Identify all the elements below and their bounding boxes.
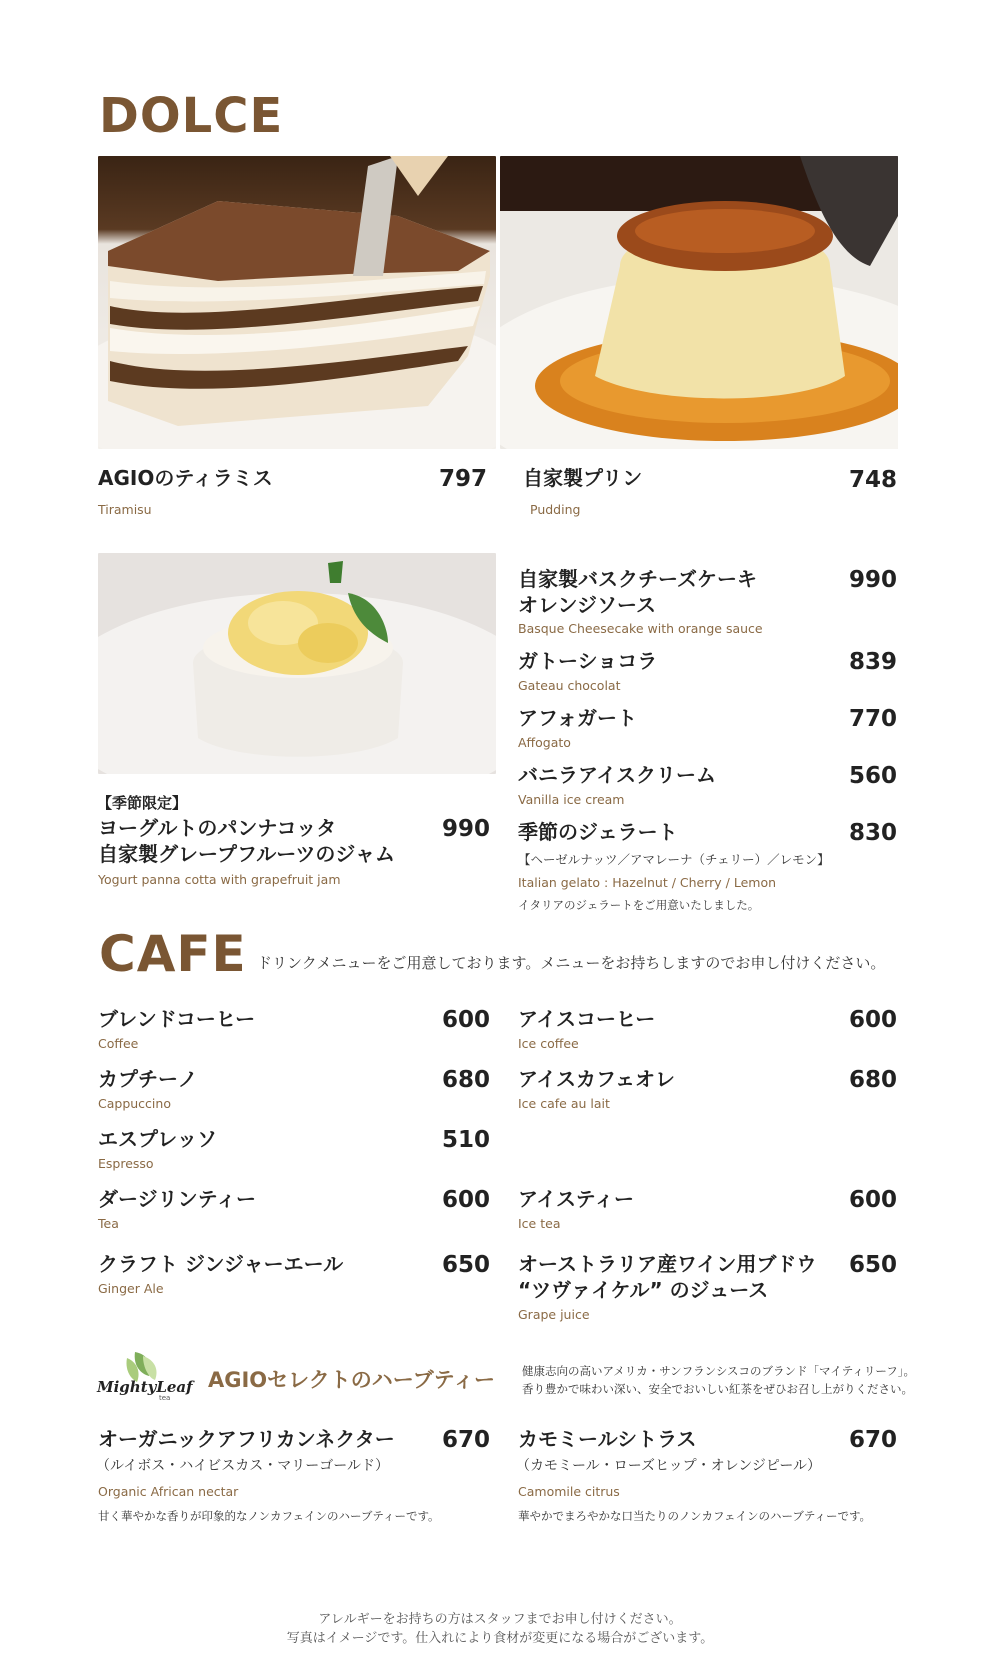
cafe-left-name: ダージリンティー	[98, 1187, 256, 1211]
vanilla-en: Vanilla ice cream	[518, 792, 625, 807]
cafe-left-name: エスプレッソ	[98, 1127, 217, 1151]
african-nectar-ingredients: （ルイボス・ハイビスカス・マリーゴールド）	[96, 1458, 390, 1474]
grape-price: 650	[848, 1252, 897, 1278]
basque-name-line2: オレンジソース	[518, 593, 656, 617]
pannacotta-price: 990	[441, 816, 490, 842]
cafe-left-en: Cappuccino	[98, 1096, 171, 1111]
cafe-left-price: 510	[441, 1127, 490, 1153]
vanilla-price: 560	[848, 763, 897, 789]
tiramisu-en: Tiramisu	[98, 502, 152, 517]
tiramisu-photo	[98, 156, 496, 449]
gelato-flavors: 【ヘーゼルナッツ／アマレーナ（チェリー）／レモン】	[518, 852, 830, 867]
gateau-en: Gateau chocolat	[518, 678, 621, 693]
cafe-left-en: Tea	[98, 1216, 119, 1231]
pannacotta-tag: 【季節限定】	[97, 794, 188, 812]
herbal-description-line1: 健康志向の高いアメリカ・サンフランシスコのブランド「マイティリーフ」。	[522, 1364, 916, 1378]
camomile-citrus-name: カモミールシトラス	[518, 1427, 697, 1451]
cafe-left-en: Espresso	[98, 1156, 154, 1171]
cafe-right-name: アイスティー	[518, 1187, 634, 1211]
basque-price: 990	[848, 567, 897, 593]
footer-photo-note: 写真はイメージです。仕入れにより食材が変更になる場合がございます。	[286, 1631, 714, 1646]
gelato-name: 季節のジェラート	[518, 820, 678, 844]
grape-en: Grape juice	[518, 1307, 590, 1322]
cafe-left-en: Coffee	[98, 1036, 139, 1051]
african-nectar-price: 670	[441, 1427, 490, 1453]
tiramisu-name: AGIOのティラミス	[98, 466, 273, 490]
pannacotta-photo	[98, 553, 496, 774]
cafe-left-price: 600	[441, 1007, 490, 1033]
gateau-price: 839	[848, 649, 897, 675]
cafe-left-price: 650	[441, 1252, 490, 1278]
affogato-en: Affogato	[518, 735, 571, 750]
mighty-leaf-logo	[97, 1350, 195, 1406]
footer-allergy-note: アレルギーをお持ちの方はスタッフまでお申し付けください。	[318, 1612, 682, 1627]
pudding-en: Pudding	[530, 502, 581, 517]
cafe-right-name: アイスコーヒー	[518, 1007, 656, 1031]
cafe-left-name: ブレンドコーヒー	[98, 1007, 256, 1031]
pannacotta-name-line2: 自家製グレープフルーツのジャム	[98, 842, 395, 866]
african-nectar-name: オーガニックアフリカンネクター	[98, 1427, 395, 1451]
affogato-price: 770	[848, 706, 897, 732]
cafe-section-title: CAFE	[99, 925, 247, 983]
cafe-left-price: 680	[441, 1067, 490, 1093]
cafe-right-en: Ice cafe au lait	[518, 1096, 610, 1111]
cafe-left-en: Ginger Ale	[98, 1281, 164, 1296]
camomile-citrus-en: Camomile citrus	[518, 1484, 620, 1499]
camomile-citrus-note: 華やかでまろやかな口当たりのノンカフェインのハーブティーです。	[518, 1509, 872, 1523]
basque-name-line1: 自家製バスクチーズケーキ	[518, 567, 757, 591]
pudding-price: 748	[848, 467, 897, 493]
mighty-leaf-logo-sub: tea	[159, 1394, 171, 1402]
gateau-name: ガトーショコラ	[518, 649, 658, 673]
cafe-right-en: Ice coffee	[518, 1036, 579, 1051]
basque-en: Basque Cheesecake with orange sauce	[518, 621, 763, 636]
dolce-section-title: DOLCE	[99, 88, 284, 144]
grape-name-line2: “ツヴァイケル” のジュース	[518, 1278, 769, 1302]
cafe-left-price: 600	[441, 1187, 490, 1213]
vanilla-name: バニラアイスクリーム	[518, 763, 716, 787]
herbal-section-title: AGIOセレクトのハーブティー	[208, 1368, 496, 1392]
cafe-right-price: 600	[848, 1007, 897, 1033]
african-nectar-note: 甘く華やかな香りが印象的なノンカフェインのハーブティーです。	[98, 1509, 440, 1523]
cafe-note: ドリンクメニューをご用意しております。メニューをお持ちしますのでお申し付けください。	[257, 954, 886, 972]
pudding-name: 自家製プリン	[523, 466, 643, 490]
pannacotta-en: Yogurt panna cotta with grapefruit jam	[98, 872, 341, 887]
cafe-right-en: Ice tea	[518, 1216, 561, 1231]
grape-name-line1: オーストラリア産ワイン用ブドウ	[518, 1252, 817, 1276]
cafe-left-name: クラフト ジンジャーエール	[98, 1252, 344, 1276]
affogato-name: アフォガート	[518, 706, 637, 730]
gelato-note: イタリアのジェラートをご用意いたしました。	[518, 898, 760, 912]
pannacotta-name-line1: ヨーグルトのパンナコッタ	[98, 816, 337, 840]
gelato-en: Italian gelato : Hazelnut / Cherry / Lemon	[518, 875, 777, 890]
camomile-citrus-price: 670	[848, 1427, 897, 1453]
tiramisu-price: 797	[438, 466, 487, 492]
cafe-right-price: 680	[848, 1067, 897, 1093]
african-nectar-en: Organic African nectar	[98, 1484, 239, 1499]
cafe-right-price: 600	[848, 1187, 897, 1213]
herbal-description-line2: 香り豊かで味わい深い、安全でおいしい紅茶をぜひお召し上がりください。	[522, 1382, 913, 1396]
pudding-photo	[500, 156, 898, 449]
mighty-leaf-logo-text: MightyLeaf	[97, 1378, 193, 1396]
cafe-left-name: カプチーノ	[98, 1067, 198, 1091]
cafe-right-name: アイスカフェオレ	[518, 1067, 675, 1091]
camomile-citrus-ingredients: （カモミール・ローズヒップ・オレンジピール）	[516, 1458, 822, 1474]
gelato-price: 830	[848, 820, 897, 846]
